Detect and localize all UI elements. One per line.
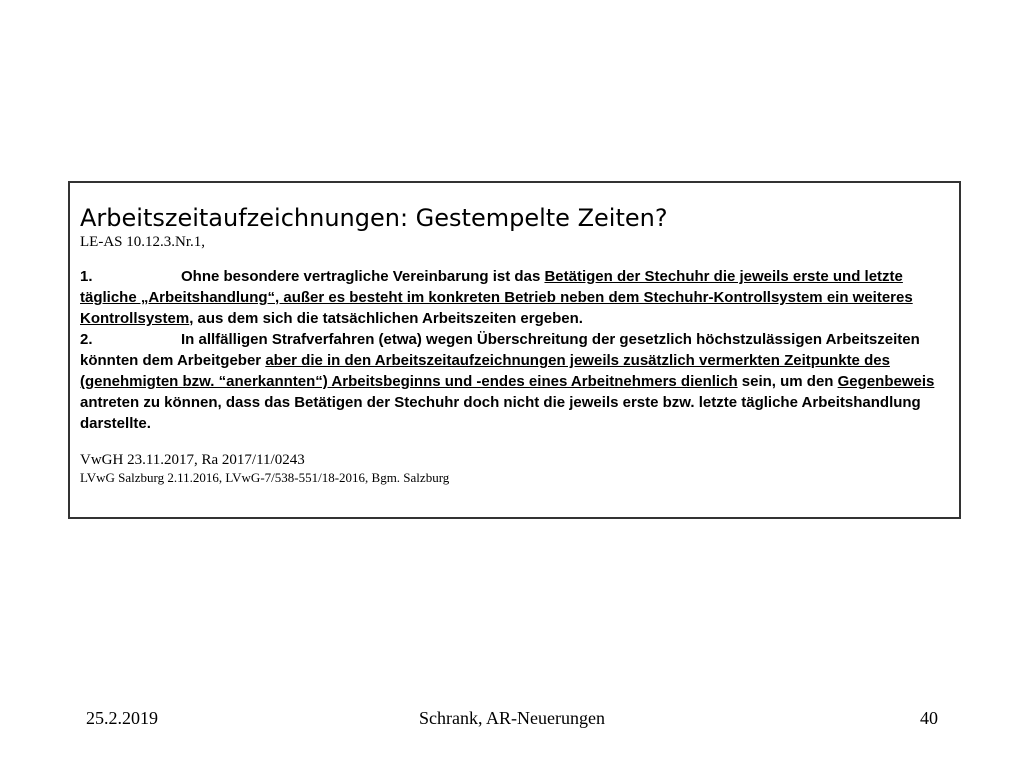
footer-author: Schrank, AR-Neuerungen [419,708,605,728]
point-2-text-c: antreten zu können, dass das Betätigen der Stechuhr doch nicht die jeweils erste bzw. letzte tägliche Arbeitshandlung darstellte. [80,394,921,432]
court-decision: VwGH 23.11.2017, Ra 2017/11/0243 [80,452,305,468]
spacer [80,434,949,451]
point-2 [80,329,949,434]
lower-court-decision: LVwG Salzburg 2.11.2016, LVwG-7/538-551/18-2016, Bgm. Salzburg [80,470,450,485]
point-2-underlined-b: Gegenbeweis [837,373,935,390]
reference-line: LE-AS 10.12.3.Nr.1, [80,234,205,250]
slide-title: Arbeitszeitaufzeichnungen: Gestempelte Zeiten? [80,204,668,232]
point-2-number: 2. [80,331,93,348]
point-1-text-a: Ohne besondere vertragliche Vereinbarung ist das [181,268,545,285]
point-2-text-b: sein, um den [737,373,838,390]
content-box [68,181,961,519]
point-1-text-b: , aus dem sich die tatsächlichen Arbeitszeiten ergeben. [189,310,583,327]
point-2-underlined-a: aber die in den Arbeitszeitaufzeichnungen jeweils zusätzlich vermerkten Zeitpunkte des (genehmigten bzw. “anerkannten“) Arbeitsbeginns und -endes eines Arbeitnehmers dienlich [80,352,890,390]
point-1-number: 1. [80,268,93,285]
page-number: 40 [920,708,938,728]
point-1-underlined: Betätigen der Stechuhr die jeweils erste und letzte tägliche „Arbeitshandlung“, außer es besteht im konkreten Betrieb neben dem Stechuhr-Kontrollsystem ein weiteres Kontrollsystem [80,268,913,327]
footer-date: 25.2.2019 [86,708,158,728]
point-1 [80,266,949,329]
spacer [80,251,949,266]
point-2-text-a: In allfälligen Strafverfahren (etwa) wegen Überschreitung der gesetzlich höchstzulässigen Arbeitszeiten könnten dem Arbeitgeber [80,331,920,369]
